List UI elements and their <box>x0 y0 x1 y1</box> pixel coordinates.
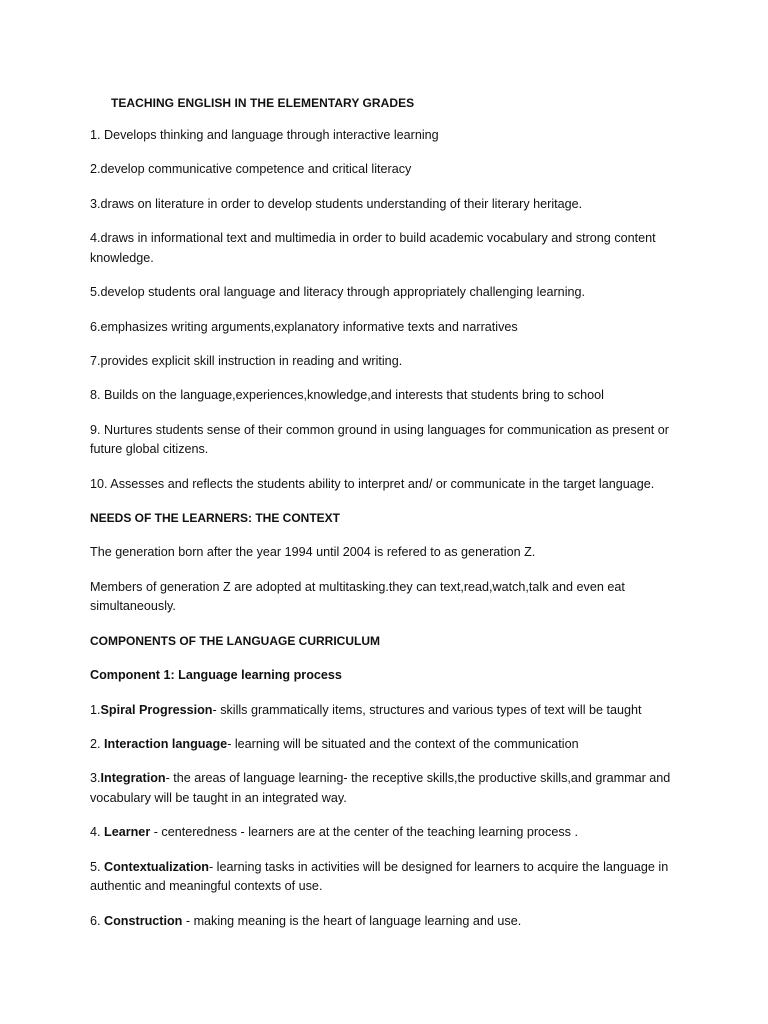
component-prefix: 3. <box>90 771 101 786</box>
component-text: - centeredness - learners are at the center of the teaching learning process . <box>150 825 578 840</box>
needs-paragraph-2: Members of generation Z are adopted at multitasking.they can text,read,watch,talk and even eat simultaneously. <box>90 579 625 614</box>
point-1: 1. Develops thinking and language through interactive learning <box>90 128 439 142</box>
component-term: Construction <box>104 913 183 928</box>
components-heading: COMPONENTS OF THE LANGUAGE CURRICULUM <box>90 633 380 648</box>
component-prefix: 1. <box>90 702 101 717</box>
component-term: Interaction language <box>104 737 228 752</box>
component-term: Contextualization <box>104 859 209 874</box>
component-1-heading: Component 1: Language learning process <box>90 668 342 683</box>
point-3: 3.draws on literature in order to develop students understanding of their literary heritage. <box>90 196 583 211</box>
component-term: Spiral Progression <box>100 702 213 717</box>
component-prefix: 5. <box>90 859 105 874</box>
component-prefix: 6. <box>90 913 105 928</box>
component-item-2 <box>90 735 682 755</box>
point-10: 10. Assesses and reflects the students ability to interpret and/ or communicate in the target language. <box>90 476 655 491</box>
point-4: 4.draws in informational text and multimedia in order to build academic vocabulary and strong content knowledge. <box>90 231 656 265</box>
point-8: 8. Builds on the language,experiences,knowledge,and interests that students bring to school <box>90 388 604 403</box>
component-prefix: 4. <box>90 825 105 840</box>
needs-heading: NEEDS OF THE LEARNERS: THE CONTEXT <box>90 511 341 526</box>
component-item-3 <box>90 769 682 808</box>
needs-paragraph-1: The generation born after the year 1994 until 2004 is refered to as generation Z. <box>90 545 536 560</box>
point-5: 5.develop students oral language and literacy through appropriately challenging learning. <box>90 285 585 300</box>
component-text: - making meaning is the heart of language learning and use. <box>182 913 522 928</box>
component-text: - learning tasks in activities will be designed for learners to acquire the language in authentic and meaningful contexts of use. <box>90 859 669 894</box>
component-text: - learning will be situated and the context of the communication <box>227 737 579 752</box>
point-7: 7.provides explicit skill instruction in reading and writing. <box>90 353 403 368</box>
component-term: Integration <box>100 771 166 786</box>
document-title: TEACHING ENGLISH IN THE ELEMENTARY GRADES <box>111 96 415 110</box>
document-body <box>90 94 682 946</box>
component-term: Learner <box>104 825 151 840</box>
component-item-5 <box>90 858 682 897</box>
component-text: - skills grammatically items, structures and various types of text will be taught <box>212 702 642 717</box>
component-item-4 <box>90 823 682 843</box>
component-prefix: 2. <box>90 737 105 752</box>
point-9: 9. Nurtures students sense of their common ground in using languages for communication as present or future global citizens. <box>90 422 669 457</box>
component-item-1 <box>90 701 682 721</box>
component-text: - the areas of language learning- the receptive skills,the productive skills,and grammar and vocabulary will be taught in an integrated way. <box>90 771 671 806</box>
point-2: 2.develop communicative competence and critical literacy <box>90 162 412 177</box>
point-6: 6.emphasizes writing arguments,explanatory informative texts and narratives <box>90 319 518 334</box>
component-item-6 <box>90 912 682 932</box>
